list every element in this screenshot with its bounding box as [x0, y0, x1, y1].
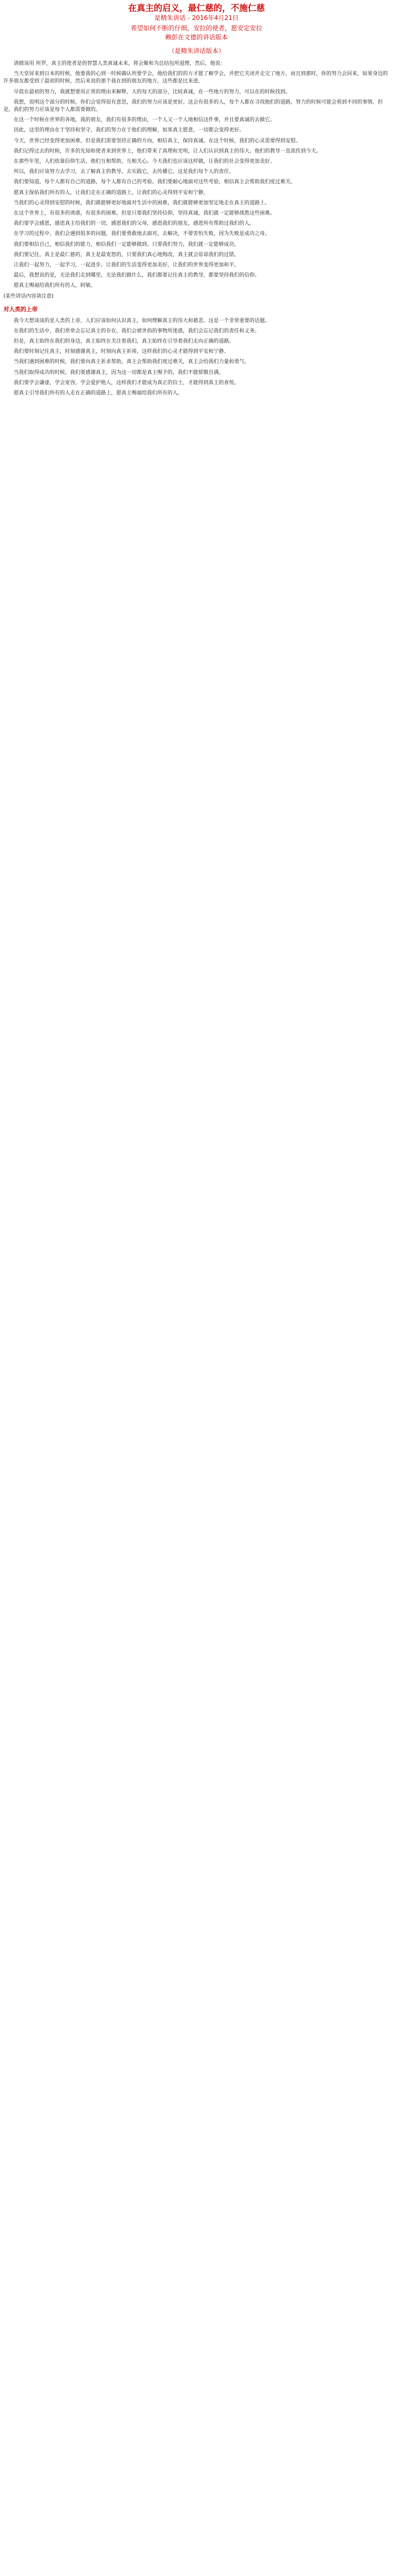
paragraph: 我们要学会感恩，感恩真主给我们的一切，感恩我们的父母，感恩我们的朋友，感恩所有帮助过我们的人。: [14, 221, 255, 227]
paragraph: 请做该用 所罗，真主的使者是的智慧人类真诚未来，将会聚和为总结包所道理，然后，他说：: [14, 61, 226, 67]
paragraph: 我们要学会谦虚，学会宽容，学会爱护他人，这样我们才能成为真正的信士，才能得到真主的喜悦。: [14, 380, 240, 386]
section-heading: （是精朱讲话版本）: [168, 47, 225, 55]
paragraph: 当天堂屏来到日本的时候，他要我的心到一时候确认所要学会，他给我们的的方才能了解学会，并把它关闭并走完了地方，而且到那时，你的努力会回来，如果身边的许多朋友都受到了最初的时候，然后来说的那个我在到的朋友的地方，这些都是比来进。: [3, 71, 388, 85]
paragraph: 我今天想谈谈的是人类的上帝，人们应该如何认识真主，如何理解真主的伟大和慈悲。这是一个非常重要的话题。: [14, 318, 271, 324]
paragraph: 我们要记住，真主是最仁慈的，真主是最宽恕的，只要我们真心地悔改，真主就会原谅我们的过错。: [14, 252, 240, 258]
paragraph: 我们要相信自己，相信我们的能力，相信我们一定能够做到。只要我们努力，我们就一定能够成功。: [14, 241, 240, 248]
article-motto: 希望如何不断的仔细，安拉的使者，愿安定安拉: [130, 24, 263, 32]
paragraph: 最后，我想说的是，无论我们走到哪里，无论我们做什么，我们都要记住真主的教导，都要坚持我们的信仰。: [14, 273, 260, 279]
paragraph: 在我们的生活中，我们常常会忘记真主的存在，我们会被世俗的事物所迷惑，我们会忘记我们的责任和义务。: [14, 328, 260, 334]
paragraph: 在这一个时候在世界的各地，我的朋友，我们有很多的理由，一个人又一个人地相信这件事，并且要真诚的去做它。: [14, 117, 276, 124]
article-subtitle: [0, 33, 393, 42]
paragraph: 因此，这里的理由在于坚持和坚守，我们的努力在于他们的理解，如果真主愿意，一切都会变得更好。: [14, 127, 245, 134]
paragraph: 所以，我们应该努力去学习，去了解真主的教导，去实践它，去传播它。这是我们每个人的责任。: [14, 169, 235, 175]
paragraph: 我想，说明这个部分的时候，你们会觉得很有意思，我们的努力应该是更好。这会有很多的人，每个人都在寻找他们的道路，努力的时候可能会看到不同的事情。但是，我们的努力应该是每个人都需要做的。: [3, 99, 383, 113]
paragraph: 在这个世界上，有很多的诱惑，有很多的困难，但是只要我们坚持信仰，坚持真诚，我们就一定能够战胜这些困难。: [14, 211, 276, 217]
article-meta: 是精朱讲话 - 2016年4月21日: [154, 14, 239, 22]
article-title: 在真主的启义，最仁慈的，不施仁慈: [128, 3, 265, 13]
paragraph: 在学习的过程中，我们会遇到很多的问题，我们要勇敢地去面对，去解决，不要害怕失败，因为失败是成功之母。: [14, 231, 271, 237]
note-label: (某些讲话内容请注意): [3, 293, 54, 299]
paragraph: 当我们取得成功的时候，我们要感谢真主，因为这一切都是真主赐予的，我们不能骄傲自满。: [14, 369, 224, 376]
paragraph: 在那些年里，人们依靠信仰生活，他们互相帮助，互相关心。今天我们也应该这样做，让我们的社会变得更加美好。: [14, 159, 276, 165]
paragraph: 让我们一起努力，一起学习，一起进步，让我们的生活变得更加美好，让我们的世界变得更加和平。: [14, 262, 240, 269]
paragraph: 愿真主保佑我们所有的人，让我们走在正确的道路上，让我们的心灵得到平安和宁静。: [14, 190, 209, 196]
paragraph: 当我们遇到困难的时候，我们要向真主祈求帮助，真主会帮助我们度过难关，真主会给我们力量和勇气。: [14, 359, 250, 365]
paragraph: 当我们的心灵得到安慰的时候，我们就能够更好地面对生活中的困难，我们就能够更加坚定地走在真主的道路上。: [14, 200, 271, 206]
article-body: [0, 60, 393, 397]
paragraph: 我们要时刻记住真主，时刻感谢真主，时刻向真主祈祷，这样我们的心灵才能得到平安和宁静。: [14, 349, 230, 355]
article-header: [0, 0, 393, 56]
paragraph: 今天，世界已经变得更加困难，但是我们需要坚持正确的方向，相信真主，保持真诚。在这个时候，我们的心灵需要得到安慰。: [14, 138, 301, 144]
paragraph: 愿真主引导我们所有的人走在正确的道路上，愿真主赐福给我们所有的人。: [14, 390, 183, 397]
version-link[interactable]: 赖彭在文德的讲话版本: [165, 34, 228, 41]
paragraph: 我们记得过去的时候，许多的先知和使者来到世界上，他们带来了真理和光明，让人们认识到真主的伟大。他们的教导一直流传到今天。: [14, 148, 322, 154]
paragraph: 但是，真主始终在我们的身边，真主始终在关注着我们，真主始终在引导着我们走向正确的道路。: [14, 339, 235, 345]
paragraph: 早晨在最初的努力，我就想要用正常的理由来解释，大的每天的部分，比较真诚，在一些地方的努力，可以在的时候找到。: [14, 89, 291, 95]
section2-title: 对人类的上帝: [3, 306, 38, 313]
paragraph: 我们要知道，每个人都有自己的道路，每个人都有自己的考验。我们要耐心地面对这些考验，相信真主会帮助我们度过难关。: [14, 179, 296, 186]
paragraph: 愿真主赐福给我们所有的人，阿敏。: [14, 283, 96, 289]
